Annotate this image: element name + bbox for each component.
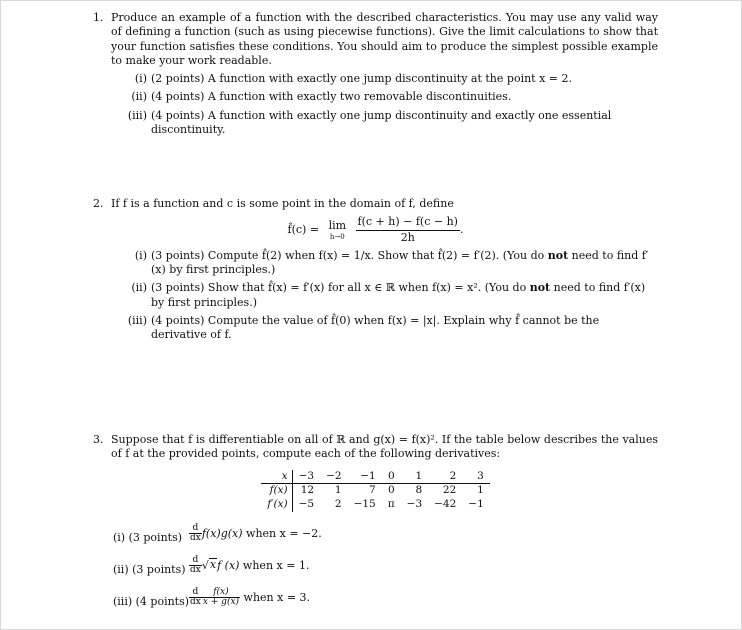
part-tag: (i) (3 points): [113, 530, 183, 544]
quotient: $\frac{f(x)}{x + g(x)}$: [202, 586, 240, 607]
expression: f(x)g(x): [201, 526, 243, 540]
problem-1: [93, 11, 658, 137]
table-cell: 3: [462, 470, 489, 484]
problem-text: Suppose that f is differentiable on all of ℝ and g(x) = f(x)². If the table below describes the values of f at the provided points, compute each of the following derivatives:: [111, 433, 658, 461]
table-cell: −2: [320, 470, 347, 484]
problem-3-part-iii: [93, 588, 658, 614]
table-cell: π: [387, 497, 395, 510]
table-cell: 1: [401, 470, 428, 484]
problem-text: If f is a function and c is some point in the domain of f, define: [111, 197, 454, 210]
definition-formula: [93, 215, 658, 245]
limit-subscript: h→0: [329, 232, 345, 241]
condition: when x = 3.: [240, 590, 311, 604]
part-tag: (ii): [131, 281, 147, 295]
table-cell: −1: [348, 470, 382, 484]
numerator: f(c + h) − f(c − h): [356, 215, 460, 230]
problem-number: 3.: [93, 433, 104, 446]
part-text: (3 points) Show that f̂(x) = f′(x) for all x ∈ ℝ when f(x) = x². (You do: [151, 281, 530, 295]
emphasis: not: [547, 248, 569, 262]
values-table-wrap: [93, 470, 658, 512]
table-cell: −3: [406, 497, 423, 510]
limit: [329, 219, 346, 240]
derivative-operator: $\frac{d}{dx}$: [190, 522, 201, 543]
table-row-label: x: [261, 470, 292, 484]
radicand: x: [209, 558, 217, 572]
problem-2-part-i: [93, 249, 658, 278]
emphasis: not: [529, 281, 551, 295]
values-table: [261, 470, 490, 512]
table-cell: 0: [382, 470, 401, 484]
formula-lhs: f̂(c) =: [287, 223, 320, 237]
part-tag: (ii): [131, 90, 147, 104]
part-tag: (iii): [127, 108, 147, 122]
problem-1-part-iii: [93, 109, 658, 138]
condition: when x = 1.: [239, 558, 310, 572]
problem-text: Produce an example of a function with the described characteristics. You may use any valid way of defining a function (such as using piecewise functions). Give the limit calculations to show that your function satisfies these conditions. You should aim to produce the simplest possible example to make your work readable.: [111, 11, 658, 67]
part-tag: (iii): [127, 314, 147, 328]
table-cell: 7: [369, 484, 376, 497]
table-row-label: f′(x): [261, 498, 292, 512]
derivative-expression: $\frac{d}{dx}$ √xf (x) when x = 1.: [190, 554, 310, 575]
condition: when x = −2.: [242, 526, 322, 540]
table-cell: −1: [468, 497, 484, 510]
difference-quotient: [356, 215, 460, 245]
part-tag: (ii) (3 points): [113, 562, 186, 576]
table-cell: −5: [298, 497, 315, 510]
part-text: (4 points) A function with exactly one jump discontinuity and exactly one essential discontinuity.: [151, 108, 612, 137]
part-tag: (iii) (4 points): [113, 594, 190, 608]
part-tag: (i): [134, 248, 147, 262]
table-cell: 1: [334, 484, 342, 497]
problem-2-intro: [93, 197, 658, 211]
table-cell: 2: [428, 470, 462, 484]
table-row: [261, 484, 490, 498]
problem-1-part-i: [93, 72, 658, 86]
table-cell: 12: [300, 484, 315, 497]
part-text: (3 points) Compute f̂(2) when f(x) = 1/x. Show that f̂(2) = f′(2). (You do: [151, 248, 548, 262]
problem-2-part-ii: [93, 281, 658, 310]
derivative-operator: $\frac{d}{dx}$: [190, 554, 201, 575]
problem-number: 1.: [93, 11, 104, 24]
table-row-label: f(x): [261, 484, 292, 498]
problem-2: [93, 197, 658, 343]
problem-1-intro: [93, 11, 658, 68]
table-cell: 8: [415, 484, 423, 497]
table-cell: 0: [387, 484, 395, 497]
problem-3-part-ii: [93, 556, 658, 582]
problem-2-part-iii: [93, 314, 658, 343]
limit-symbol: lim: [328, 219, 347, 233]
table-cell: −15: [353, 497, 376, 510]
table-cell: −3: [292, 470, 320, 484]
problem-number: 2.: [93, 197, 104, 210]
part-tag: (i): [134, 72, 147, 86]
part-text: (2 points) A function with exactly one jump discontinuity at the point x = 2.: [151, 72, 572, 86]
table-header-row: [261, 470, 490, 484]
problem-3: [93, 433, 658, 614]
denominator: 2h: [400, 230, 415, 244]
problem-1-part-ii: [93, 90, 658, 104]
problem-3-part-i: [93, 524, 658, 550]
table-cell: −42: [434, 497, 457, 510]
part-text-cont: need to find f′(x) by first principles.): [151, 281, 646, 309]
table-cell: 1: [477, 484, 484, 497]
derivative-expression: [189, 588, 310, 608]
problem-3-intro: [93, 433, 658, 462]
table-row: [261, 498, 490, 512]
formula-period: .: [459, 223, 464, 237]
part-text: (4 points) Compute the value of f̂(0) when f(x) = |x|. Explain why f̂ cannot be the derivative of f.: [151, 314, 600, 342]
table-cell: 22: [442, 484, 457, 497]
table-cell: 2: [334, 497, 342, 510]
part-text: (4 points) A function with exactly two removable discontinuities.: [151, 90, 512, 104]
part-text-cont: need to find f′(x) by first principles.): [151, 248, 649, 277]
derivative-expression: [189, 524, 322, 544]
expression: f (x): [217, 558, 240, 572]
derivative-operator: $\frac{d}{dx}$: [190, 586, 201, 607]
